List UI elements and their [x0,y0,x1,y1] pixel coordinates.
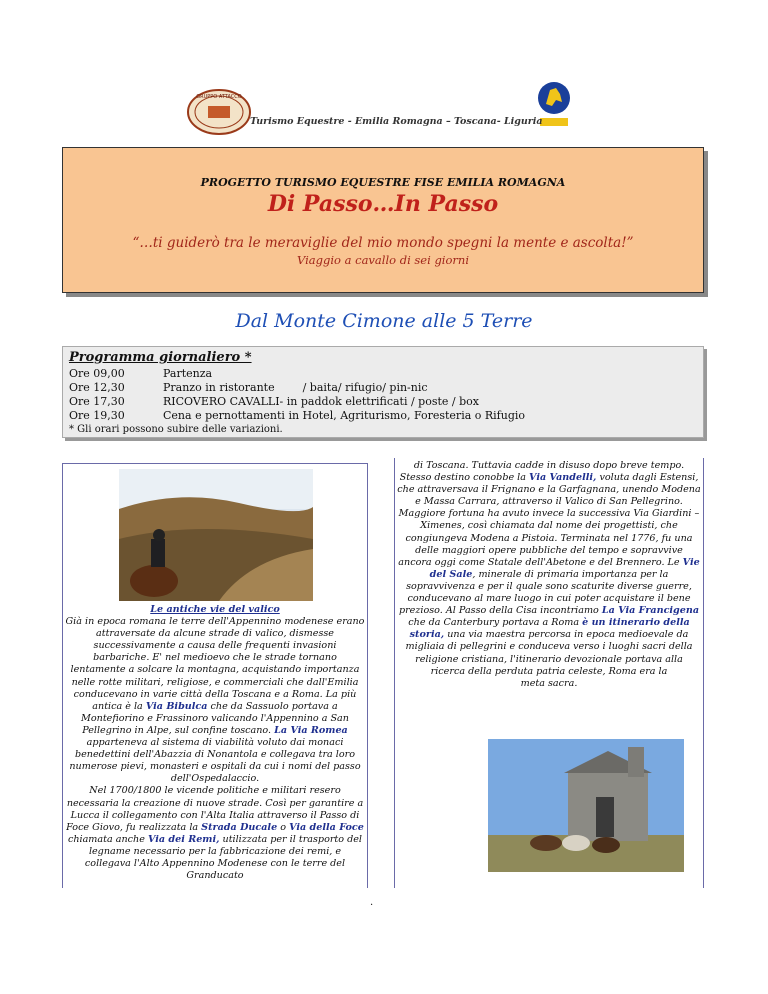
highlight-strada-ducale: Strada Ducale [201,821,278,833]
highlight-via-remi: Via dei Remi, [147,833,220,845]
gruppo-attacco-logo [186,88,252,136]
daily-program [62,346,704,438]
text-fragment: voluta dagli Estensi, che attraversava il Frignano e la Garfagnana, unendo Modena e Massa Carrara, attraverso il Valico di San Pellegrino. Maggiore fortuna ha avuto invece la successiva Via Giardini – Ximenes, così chiamata dal nome dei progettisti, che congiungeva Modena a Pistoia. Terminata nel 1776, fu una delle maggiori opere pubbliche del tempo e sopravvive ancora oggi come Statale dell'Abetone e del Brennero. Le [397,472,701,568]
program-time: Ore 12,30 [69,381,125,394]
text-fragment: una via maestra percorsa in epoca medioevale da migliaia di pellegrini e conduceva verso i luoghi sacri della religione cristiana, l'itinerario devozionale portava alla ricerca della perduta patria celeste, Roma era la [405,629,693,677]
banner-subtitle: Viaggio a cavallo di sei giorni [297,253,469,267]
text-fragment: Già in epoca romana le terre dell'Appennino modenese erano attraversate da alcune strade di valico, dismesse successivamente a causa delle frequenti invasioni barbariche. E' nel medioevo che le strade tornano lentamente a solcare la montagna, acquistando importanza nelle rotte militari, religiose, e commerciali che dall'Emilia conducevano in varie città della Toscana e a Roma. La più antica è la [65,616,365,712]
banner-kicker: PROGETTO TURISMO EQUESTRE FISE EMILIA ROMAGNA [200,176,566,189]
header-tagline: Turismo Equestre - Emilia Romagna – Toscana- Liguria [250,116,543,127]
text-fragment: utilizzata per il trasporto del legname necessario per la fabbricazione dei remi, e collegava l'Alto Appennino Modenese con le terre del Granducato [84,833,363,882]
program-activity: Cena e pernottamenti in Hotel, Agriturismo, Foresteria o Rifugio [163,409,526,422]
program-time: Ore 19,30 [69,409,125,422]
left-column-text [65,604,365,882]
program-activity: Pranzo in ristorante / baita/ rifugio/ pin-nic [163,381,428,394]
program-row [69,381,697,395]
program-row [69,367,697,381]
route-title: Dal Monte Cimone alle 5 Terre [235,310,533,332]
program-time: Ore 09,00 [69,367,125,380]
highlight-via-bibulca: Via Bibulca [145,700,208,712]
text-fragment: o [280,821,287,833]
program-activity: RICOVERO CAVALLI- in paddok elettrificati / poste / box [163,395,479,408]
program-row [69,395,697,409]
text-fragment: Nel 1700/1800 le vicende politiche e militari resero necessaria la creazione di nuove strade. Così per garantire a Lucca il collegamento con l'Alta Italia attraverso il Passo di Foce Giovo, fu realizzata la [66,785,364,833]
program-row [69,409,697,423]
text-fragment: che da Canterbury portava a Roma [408,617,580,629]
banner-title: Di Passo…In Passo [267,191,499,217]
svg-text:GRUPPO ATTACCO: GRUPPO ATTACCO [196,94,242,100]
highlight-vie-sale: Vie del Sale [429,556,700,580]
text-fragment: apparteneva al sistema di viabilità voluto dai monaci benedettini dell'Abazzia di Nonantola e collegava tra loro numerose pievi, monasteri e ospitali da cui i nomi del passo dell'Ospedalaccio. [69,737,361,785]
section-heading: Le antiche vie del valico [150,604,280,615]
church-horses-photo [488,739,684,872]
banner-quote: “…ti guiderò tra le meraviglie del mio mondo spegni la mente e ascolta!” [132,235,634,251]
text-fragment: di Toscana. Tuttavia cadde in disuso dopo breve tempo. Stesso destino conobbe la [399,460,685,484]
project-banner [62,147,704,293]
horse-rider-photo [119,469,313,601]
right-column [394,458,704,888]
program-time: Ore 17,30 [69,395,125,408]
footer-dot: . [370,897,374,908]
highlight-via-foce: Via della Foce [289,821,364,833]
program-activity: Partenza [163,367,213,380]
highlight-via-romea: La Via Romea [274,724,348,736]
highlight-via-francigena: La Via Francigena [601,605,700,617]
right-column-text [397,460,701,690]
text-fragment: che da Sassuolo portava a Montefiorino e Frassinoro valicando l'Appennino a San Pellegrino in Alpe, sul confine toscano. [81,700,349,736]
highlight-itinerario: è un itinerario della storia, [409,617,690,641]
text-fragment: , minerale di primaria importanza per la sopravvivenza e per il quale sono scaturite diverse guerre, conducevano al mare luogo in cui poter acquistare il bene prezioso. Al Passo della Cisa incontriamo [398,568,692,617]
text-fragment: meta sacra. [520,677,578,689]
program-note: * Gli orari possono subire delle variazioni. [69,424,283,435]
program-heading: Programma giornaliero * [69,350,252,365]
text-fragment: chiamata anche [67,833,145,845]
highlight-via-vandelli: Via Vandelli, [529,472,597,484]
left-column [62,463,368,888]
